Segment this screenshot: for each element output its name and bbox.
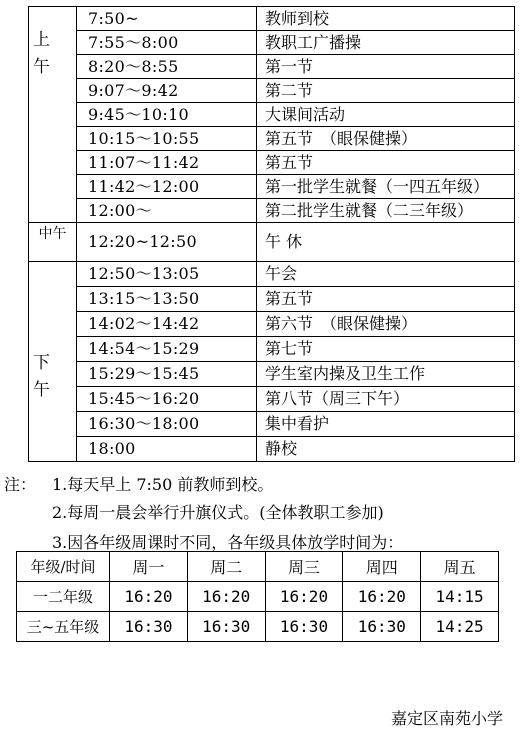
time-value-cell: 16:30 [343, 612, 421, 642]
schedule-row [29, 312, 515, 337]
schedule-row [29, 287, 515, 312]
note-item: 2.每周一晨会举行升旗仪式。(全体教职工参加) [52, 503, 384, 522]
afternoon-period-label: 下 午 [29, 262, 77, 462]
time-cell: 11:42～12:00 [77, 175, 257, 199]
time-value-cell: 16:20 [187, 582, 265, 612]
schedule-row [29, 437, 515, 462]
schedule-row [29, 262, 515, 287]
schedule-row [29, 31, 515, 55]
time-value-cell: 16:30 [187, 612, 265, 642]
activity-cell: 第五节 [257, 151, 515, 175]
schedule-row [29, 55, 515, 79]
time-cell: 12:20~12:50 [77, 223, 257, 262]
time-cell: 14:54～15:29 [77, 337, 257, 362]
time-cell: 16:30～18:00 [77, 412, 257, 437]
activity-cell: 第七节 [257, 337, 515, 362]
schedule-row [29, 387, 515, 412]
activity-cell: 教师到校 [257, 7, 515, 31]
activity-cell: 第一批学生就餐（一四五年级） [257, 175, 515, 199]
activity-cell: 教职工广播操 [257, 31, 515, 55]
time-value-cell: 14:15 [421, 582, 499, 612]
time-value-cell: 14:25 [421, 612, 499, 642]
dismissal-time-table [16, 551, 499, 642]
time-value-cell: 16:30 [265, 612, 343, 642]
activity-cell: 第一节 [257, 55, 515, 79]
activity-cell: 第五节 （眼保健操） [257, 127, 515, 151]
morning-period-label: 上 午 [29, 7, 77, 223]
schedule-row [29, 199, 515, 223]
schedule-row [29, 337, 515, 362]
dismissal-header-row [17, 552, 499, 582]
schedule-row [29, 175, 515, 199]
activity-cell: 午会 [257, 262, 515, 287]
noon-period-label: 中午 [29, 223, 77, 262]
time-cell: 13:15～13:50 [77, 287, 257, 312]
time-value-cell: 16:30 [110, 612, 188, 642]
time-cell: 12:50～13:05 [77, 262, 257, 287]
time-cell: 9:07～9:42 [77, 79, 257, 103]
header-cell: 周二 [187, 552, 265, 582]
notes-prefix: 注： [4, 475, 37, 494]
time-cell: 7:55～8:00 [77, 31, 257, 55]
note-item: 3.因各年级周课时不同，各年级具体放学时间为： [52, 533, 404, 552]
activity-cell: 第五节 [257, 287, 515, 312]
time-cell: 18:00 [77, 437, 257, 462]
time-value-cell: 16:20 [110, 582, 188, 612]
time-cell: 12:00～ [77, 199, 257, 223]
time-cell: 10:15～10:55 [77, 127, 257, 151]
time-cell: 14:02～14:42 [77, 312, 257, 337]
schedule-row [29, 362, 515, 387]
time-cell: 11:07～11:42 [77, 151, 257, 175]
note-item: 1.每天早上 7:50 前教师到校。 [52, 475, 274, 494]
time-cell: 15:29～15:45 [77, 362, 257, 387]
grade-cell: 三~五年级 [17, 612, 110, 642]
header-cell: 周四 [343, 552, 421, 582]
activity-cell: 静校 [257, 437, 515, 462]
time-value-cell: 16:20 [343, 582, 421, 612]
schedule-row [29, 7, 515, 31]
header-cell: 周一 [110, 552, 188, 582]
time-cell: 8:20～8:55 [77, 55, 257, 79]
activity-cell: 第二批学生就餐（二三年级） [257, 199, 515, 223]
activity-cell: 第八节（周三下午） [257, 387, 515, 412]
grade-cell: 一二年级 [17, 582, 110, 612]
dismissal-row [17, 582, 499, 612]
time-value-cell: 16:20 [265, 582, 343, 612]
dismissal-row [17, 612, 499, 642]
header-cell: 周五 [421, 552, 499, 582]
school-name: 嘉定区南苑小学 [390, 709, 503, 728]
schedule-row [29, 151, 515, 175]
schedule-row [29, 79, 515, 103]
activity-cell: 集中看护 [257, 412, 515, 437]
activity-cell: 学生室内操及卫生工作 [257, 362, 515, 387]
schedule-row-noon [29, 223, 515, 262]
schedule-row [29, 103, 515, 127]
daily-schedule-table [28, 6, 515, 462]
activity-cell: 大课间活动 [257, 103, 515, 127]
time-cell: 7:50~ [77, 7, 257, 31]
activity-cell: 午 休 [257, 223, 515, 262]
schedule-row [29, 127, 515, 151]
header-cell: 周三 [265, 552, 343, 582]
activity-cell: 第六节 （眼保健操） [257, 312, 515, 337]
time-cell: 9:45～10:10 [77, 103, 257, 127]
time-cell: 15:45～16:20 [77, 387, 257, 412]
schedule-row [29, 412, 515, 437]
activity-cell: 第二节 [257, 79, 515, 103]
header-cell: 年级/时间 [17, 552, 110, 582]
